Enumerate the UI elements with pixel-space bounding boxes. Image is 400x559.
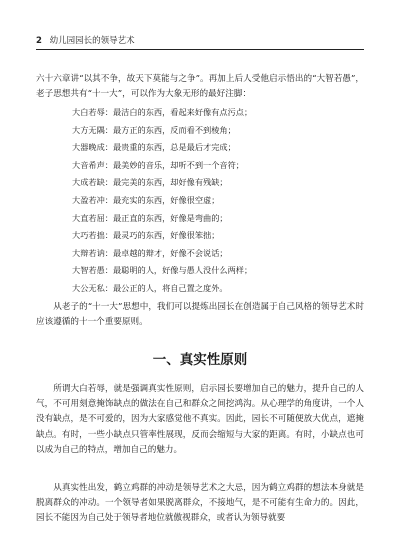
principles-paragraph: 从老子的“十一大”思想中，我们可以提炼出园长在创造属于自己风格的领导艺术时应该遵循的十一个重要原则。 <box>36 302 364 328</box>
quote-line: 大辩若讷：最卓越的辩才，好像不会说话； <box>72 247 228 258</box>
quote-line: 大方无隅：最方正的东西，反而看不到棱角； <box>72 124 236 135</box>
section-heading: 一、真实性原则 <box>152 352 248 368</box>
quote-line: 大音希声：最美妙的音乐，却听不到一个音符； <box>72 159 244 170</box>
quote-line: 大智若愚：最聪明的人，好像与愚人没什么两样； <box>72 265 253 276</box>
quote-line: 大器晚成：最贵重的东西，总是最后才完成； <box>72 142 236 153</box>
body-paragraph-2: 从真实性出发，鹤立鸡群的冲动是领导艺术之大忌，因为鹤立鸡群的想法本身就是脱离群众的冲动。一个领导者如果脱离群众，不接地气，是不可能有生命力的。因此，园长不能因为自己处于领导者地位就傲视群众，或者认为领导就要 <box>36 483 364 524</box>
running-title: 幼儿园园长的领导艺术 <box>49 36 135 46</box>
quote-line: 大白若辱：最洁白的东西，看起来好像有点污点； <box>72 107 253 117</box>
quote-line: 大盈若冲：最充实的东西，好像很空虚； <box>72 194 220 205</box>
header-rule <box>36 49 364 50</box>
quote-line: 大成若缺：最完美的东西，却好像有残缺； <box>72 177 228 188</box>
quote-line: 大公无私：最公正的人，将自己置之度外。 <box>72 282 228 293</box>
running-header <box>36 34 135 46</box>
quote-line: 大巧若拙：最灵巧的东西，好像很笨拙； <box>72 230 220 241</box>
quote-line: 大直若屈：最正直的东西，好像是弯曲的； <box>72 212 228 223</box>
intro-paragraph: 六十六章讲“以其不争，故天下莫能与之争”。再加上后人受他启示悟出的“大智若愚”，老子思想共有“十一大”，可以作为大象无形的最好注脚： <box>36 74 364 100</box>
quote-list <box>72 104 372 298</box>
body-paragraph-1: 所谓大白若辱，就是强调真实性原则，启示园长要增加自己的魅力，提升自己的人气，不可用刻意掩饰缺点的做法在自己和群众之间挖鸿沟。从心理学的角度讲，一个人没有缺点，是不可爱的，因为大家感觉他不真实。因此，园长不可随便放大优点，遮掩缺点。有时，一些小缺点只管率性展现，反而会缩短与大家的距离。有时，小缺点也可以成为自己的特点，增加自己的魅力。 <box>36 384 364 455</box>
page-number: 2 <box>36 36 42 46</box>
